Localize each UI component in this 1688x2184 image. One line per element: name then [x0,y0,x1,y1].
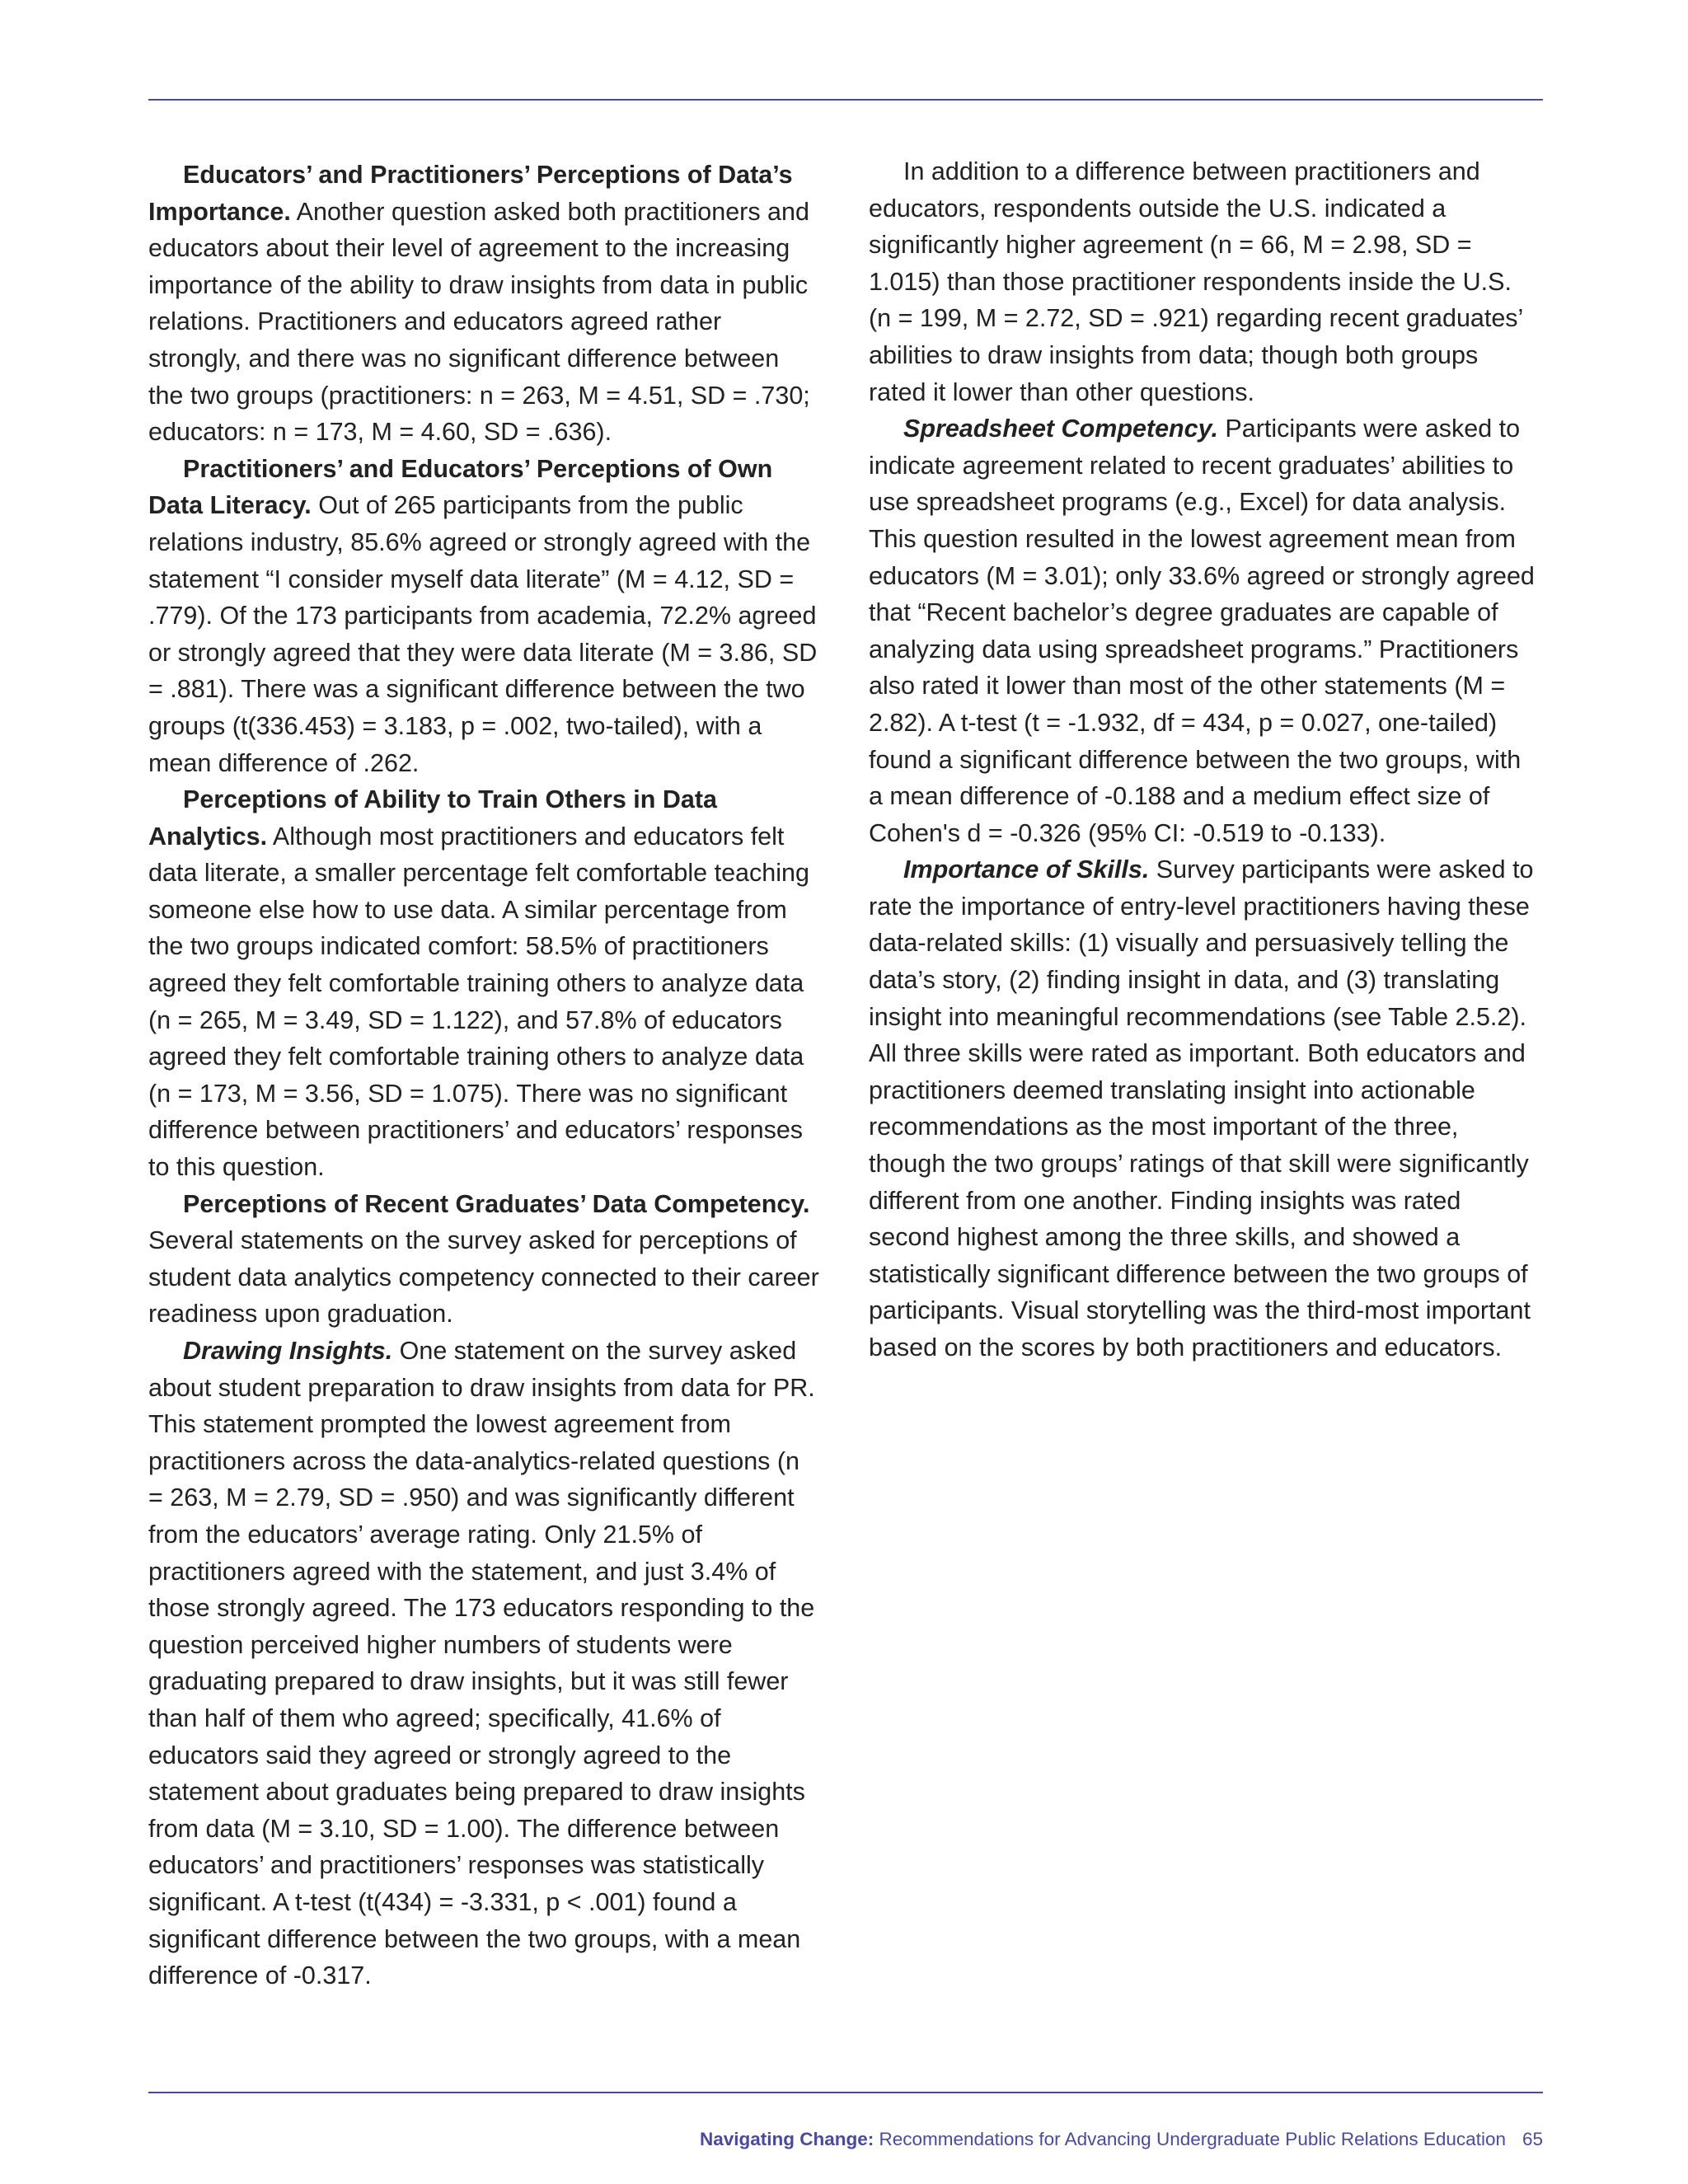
right-column [869,153,1540,1366]
paragraph-own-data-literacy [148,451,820,781]
footer-title: Navigating Change: [699,2129,874,2149]
heading-importance-skills: Importance of Skills. [903,855,1150,884]
paragraph-drawing-insights [148,1333,820,1994]
page-number: 65 [1522,2129,1543,2149]
paragraph-spreadsheet [869,410,1540,851]
body-data-importance: Another question asked both practitioners and educators about their level of agreement to the increasing importance of the ability to draw insights from data in public relations. Practitioners and educators agreed rather strongly, and there was no significant difference between the two groups (practitioners: n = 263, M = 4.51, SD = .730; educators: n = 173, M = 4.60, SD = .636). [148,197,810,447]
body-importance-skills: Survey participants were asked to rate the importance of entry-level practitioners having these data-related skills: (1) visually and persuasively telling the data’s story, (2) finding insight in data, and (3) translating insight into meaningful recommendations (see Table 2.5.2). All three skills were rated as important. Both educators and practitioners deemed translating insight into actionable recommendations as the most important of the three, though the two groups’ ratings of that skill were significantly different from one another. Finding insights was rated second highest among the three skills, and showed a statistically significant difference between the two groups of participants. Visual storytelling was the third-most important based on the scores by both practitioners and educators. [869,855,1534,1361]
body-drawing-insights: One statement on the survey asked about student preparation to draw insights from data for PR. This statement prompted the lowest agreement from practitioners across the data-analytics-related questions (n = 263, M = 2.79, SD = .950) and was significantly different from the educators’ average rating. Only 21.5% of practitioners agreed with the statement, and just 3.4% of those strongly agreed. The 173 educators responding to the question perceived higher numbers of students were graduating prepared to draw insights, but it was still fewer than half of them who agreed; specifically, 41.6% of educators said they agreed or strongly agreed to the statement about graduates being prepared to draw insights from data (M = 3.10, SD = 1.00). The difference between educators’ and practitioners’ responses was statistically significant. A t-test (t(434) = -3.331, p < .001) found a significant difference between the two groups, with a mean difference of -0.317. [148,1337,815,1990]
heading-own-data-literacy: Practitioners’ and Educators’ Perceptions of Own Data Literacy. [148,454,773,520]
paragraph-train-others [148,781,820,1186]
heading-graduates-competency: Perceptions of Recent Graduates’ Data Competency. [183,1189,810,1218]
body-own-data-literacy: Out of 265 participants from the public relations industry, 85.6% agreed or strongly agreed with the statement “I consider myself data literate” (M = 4.12, SD = .779). Of the 173 participants from academia, 72.2% agreed or strongly agreed that they were data literate (M = 3.86, SD = .881). There was a significant difference between the two groups (t(336.453) = 3.183, p = .002, two-tailed), with a mean difference of .262. [148,491,818,777]
paragraph-outside-us [869,153,1540,410]
body-outside-us: In addition to a difference between practitioners and educators, respondents outside the U.S. indicated a significantly higher agreement (n = 66, M = 2.98, SD = 1.015) than those practitioner respondents inside the U.S. (n = 199, M = 2.72, SD = .921) regarding recent graduates’ abilities to draw insights from data; though both groups rated it lower than other questions. [869,157,1523,406]
top-rule [148,99,1543,101]
body-spreadsheet: Participants were asked to indicate agreement related to recent graduates’ abilities to use spreadsheet programs (e.g., Excel) for data analysis. This question resulted in the lowest agreement mean from educators (M = 3.01); only 33.6% agreed or strongly agreed that “Recent bachelor’s degree graduates are capable of analyzing data using spreadsheet programs.” Practitioners also rated it lower than most of the other statements (M = 2.82). A t-test (t = -1.932, df = 434, p = 0.027, one-tailed) found a significant difference between the two groups, with a mean difference of -0.188 and a medium effect size of Cohen's d = -0.326 (95% CI: -0.519 to -0.133). [869,415,1535,847]
paragraph-data-importance [148,157,820,451]
page-footer [700,2129,1543,2150]
heading-train-others: Perceptions of Ability to Train Others in Data Analytics. [148,785,717,851]
body-train-others: Although most practitioners and educators felt data literate, a smaller percentage felt comfortable teaching someone else how to use data. A similar percentage from the two groups indicated comfort: 58.5% of practitioners agreed they felt comfortable training others to analyze data (n = 265, M = 3.49, SD = 1.122), and 57.8% of educators agreed they felt comfortable training others to analyze data (n = 173, M = 3.56, SD = 1.075). There was no significant difference between practitioners’ and educators’ responses to this question. [148,822,809,1182]
body-graduates-competency: Several statements on the survey asked for perceptions of student data analytics competency connected to their career readiness upon graduation. [148,1226,819,1329]
footer-subtitle: Recommendations for Advancing Undergraduate Public Relations Education [874,2129,1506,2149]
left-column [148,157,820,1994]
heading-data-importance: Educators’ and Practitioners’ Perceptions of Data’s Importance. [148,161,793,226]
heading-drawing-insights: Drawing Insights. [183,1337,393,1365]
paragraph-importance-skills [869,851,1540,1366]
paragraph-graduates-competency [148,1186,820,1333]
bottom-rule [148,2092,1543,2093]
heading-spreadsheet: Spreadsheet Competency. [903,415,1218,443]
